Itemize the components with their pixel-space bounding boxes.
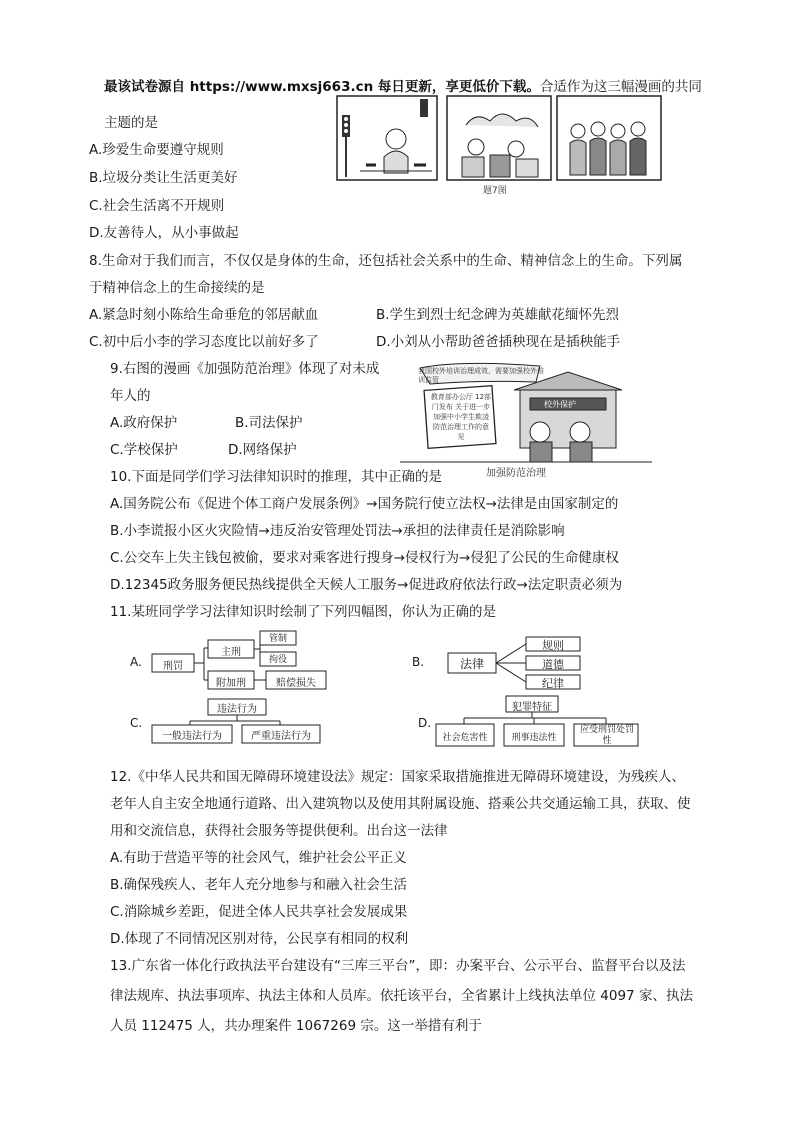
- q10-option-b: B.小李谎报小区火灾险情→违反治安管理处罚法→承担的法律责任是消除影响: [110, 523, 565, 539]
- q8-option-d: D.小刘从小帮助爸爸插秧现在是插秧能手: [376, 334, 621, 350]
- q7-option-b: B.垃圾分类让生活更美好: [89, 170, 238, 186]
- q11-a-main-label: 主刑: [221, 647, 241, 658]
- q11-b-root-label: 法律: [459, 657, 484, 671]
- q11-b-child2-label: 道德: [542, 658, 564, 671]
- q7-figure-caption: 题7图: [483, 186, 507, 196]
- q11-a-extra-child-label: 赔偿损失: [276, 678, 316, 689]
- q10-stem: 10.下面是同学们学习法律知识时的推理，其中正确的是: [110, 469, 442, 485]
- q9-cartoon-notice-text: 教育部办公厅 12部门发布 关于进一步加强中小学生欺凌防范治理工作的意见: [430, 393, 492, 441]
- q11-diagram-a-letter: A.: [130, 655, 142, 669]
- q11-d-child1-label: 社会危害性: [442, 733, 488, 743]
- q11-d-root-label: 犯罪特征: [512, 702, 552, 713]
- q7-cartoon-panel-1: [336, 95, 438, 181]
- q11-d-child2-label: 刑事违法性: [511, 733, 557, 743]
- watermark-text: 最该试卷源自 https://www.mxsj663.cn 每日更新，享更低价下载。: [104, 79, 540, 95]
- q11-a-child2-label: 拘役: [268, 655, 287, 665]
- q12-stem-line3: 用和交流信息，获得社会服务等提供便利。出台这一法律: [110, 823, 448, 839]
- q8-option-a: A.紧急时刻小陈给生命垂危的邻居献血: [89, 307, 319, 323]
- q11-c-root-label: 违法行为: [217, 704, 257, 715]
- q7-cartoon-panel-3: [556, 95, 662, 181]
- q12-option-c: C.消除城乡差距，促进全体人民共享社会发展成果: [110, 904, 408, 920]
- q13-stem-line3: 人员 112475 人，共办理案件 1067269 宗。这一举措有利于: [110, 1018, 482, 1034]
- q11-b-child1-label: 规则: [542, 639, 564, 652]
- q11-c-child1-label: 一般违法行为: [162, 731, 222, 742]
- q7-option-d: D.友善待人，从小事做起: [89, 225, 239, 241]
- q13-stem-line1: 13.广东省一体化行政执法平台建设有“三库三平台”，即：办案平台、公示平台、监督平台以及法: [110, 958, 686, 974]
- q11-diagram-c-letter: C.: [130, 716, 143, 730]
- q12-option-a: A.有助于营造平等的社会风气，维护社会公平正义: [110, 850, 407, 866]
- q7-stem-line1: [104, 77, 702, 97]
- q9-stem-line1: 9.右图的漫画《加强防范治理》体现了对未成: [110, 361, 380, 377]
- q12-option-b: B.确保残疾人、老年人充分地参与和融入社会生活: [110, 877, 408, 893]
- q7-cartoon-panel-2: [446, 95, 552, 181]
- q7-option-c: C.社会生活离不开规则: [89, 198, 225, 214]
- q11-d-child3-label: 应受刑罚处罚性: [579, 725, 634, 746]
- q12-stem-line1: 12.《中华人民共和国无障碍环境建设法》规定：国家采取措施推进无障碍环境建设，为残疾人、: [110, 769, 685, 785]
- q9-option-c: C.学校保护: [110, 442, 178, 458]
- q9-cartoon-bubble-text: 我国校外培训治理成效，需要加强校外培训监管: [418, 367, 544, 384]
- q12-option-d: D.体现了不同情况区别对待，公民享有相同的权利: [110, 931, 409, 947]
- q9-option-b: B.司法保护: [235, 415, 303, 431]
- q12-stem-line2: 老年人自主安全地通行道路、出入建筑物以及使用其附属设施、搭乘公共交通运输工具，获取、使: [110, 796, 691, 812]
- q10-option-a: A.国务院公布《促进个体工商户发展条例》→国务院行使立法权→法律是由国家制定的: [110, 496, 619, 512]
- q8-stem-line1: 8.生命对于我们而言，不仅仅是身体的生命，还包括社会关系中的生命、精神信念上的生命。下列属: [89, 253, 683, 269]
- q7-stem-line2: 主题的是: [104, 115, 158, 131]
- q8-option-c: C.初中后小李的学习态度比以前好多了: [89, 334, 319, 350]
- q11-a-root-label: 刑罚: [163, 661, 183, 672]
- q11-diagram-b-letter: B.: [412, 655, 425, 669]
- q11-a-child1-label: 管制: [268, 634, 287, 644]
- q9-option-a: A.政府保护: [110, 415, 178, 431]
- q11-c-child2-label: 严重违法行为: [251, 731, 311, 742]
- q11-a-extra-label: 附加刑: [216, 678, 246, 689]
- q9-option-d: D.网络保护: [228, 442, 297, 458]
- q11-stem: 11.某班同学学习法律知识时绘制了下列四幅图，你认为正确的是: [110, 604, 496, 620]
- q9-cartoon-caption: 加强防范治理: [486, 468, 546, 479]
- q11-b-child3-label: 纪律: [542, 677, 564, 690]
- q8-stem-line2: 于精神信念上的生命接续的是: [89, 280, 265, 296]
- q7-stem-tail: 合适作为这三幅漫画的共同: [539, 79, 702, 95]
- q11-diagram-d-letter: D.: [418, 716, 432, 730]
- q9-stem-line2: 年人的: [110, 388, 151, 404]
- q10-option-d: D.12345政务服务便民热线提供全天候人工服务→促进政府依法行政→法定职责必须为: [110, 577, 623, 593]
- q7-option-a: A.珍爱生命要遵守规则: [89, 142, 224, 158]
- q10-option-c: C.公交车上失主钱包被偷，要求对乘客进行搜身→侵权行为→侵犯了公民的生命健康权: [110, 550, 619, 566]
- q8-option-b: B.学生到烈士纪念碑为英雄献花缅怀先烈: [376, 307, 620, 323]
- q9-cartoon-sign-text: 校外保护: [544, 400, 576, 409]
- q13-stem-line2: 律法规库、执法事项库、执法主体和人员库。依托该平台，全省累计上线执法单位 4097 家、执法: [110, 988, 693, 1004]
